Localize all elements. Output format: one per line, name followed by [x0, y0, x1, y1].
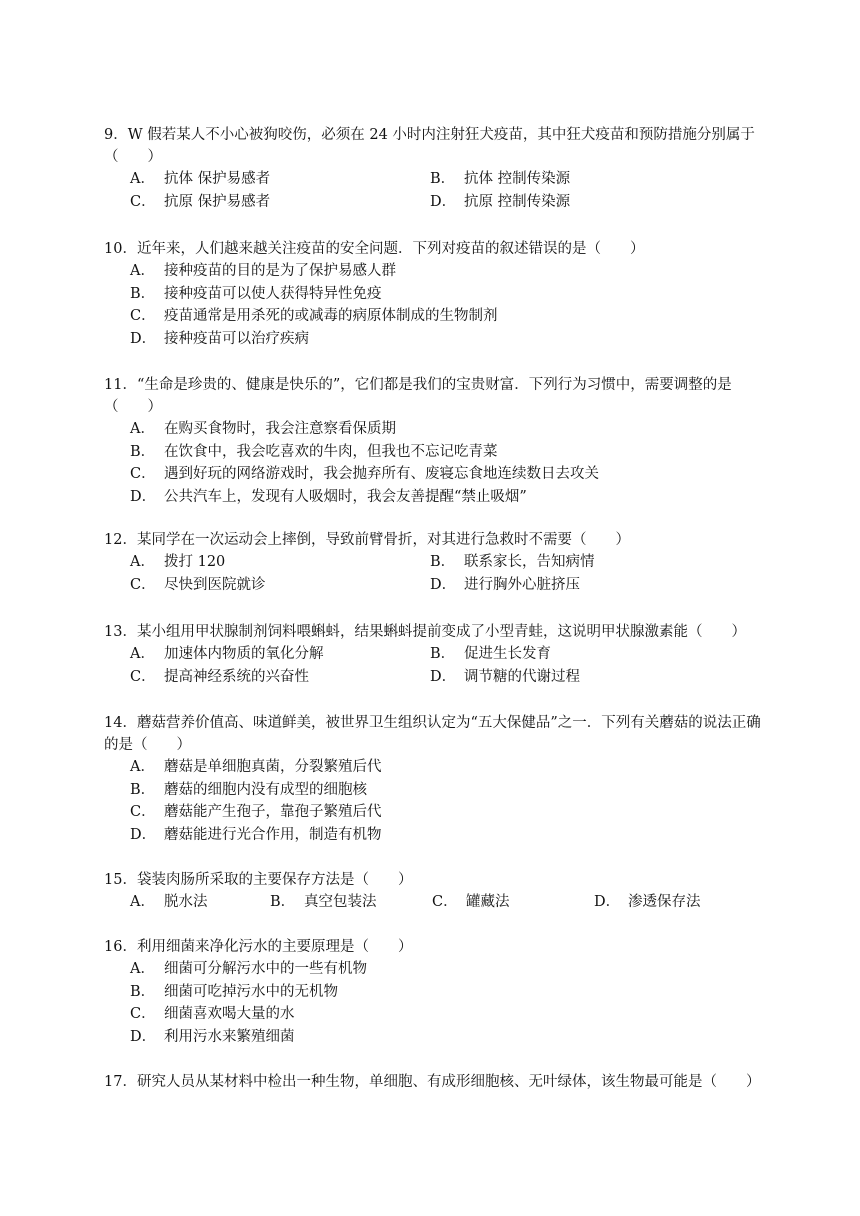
option-d[interactable]: D． 调节糖的代谢过程 — [430, 668, 580, 685]
question-11 — [104, 374, 764, 508]
options — [130, 756, 764, 846]
option-b[interactable]: B． 联系家长，告知病情 — [430, 554, 595, 571]
question-15 — [104, 869, 764, 914]
question-stem: 17．研究人员从某材料中检出一种生物，单细胞、有成形细胞核、无叶绿体，该生物最可能是（ ） — [104, 1074, 761, 1090]
option-d[interactable]: D． 接种疫苗可以治疗疾病 — [130, 330, 309, 347]
option-d[interactable]: D． 公共汽车上，发现有人吸烟时，我会友善提醒“禁止吸烟” — [130, 488, 527, 505]
option-a[interactable]: A． 加速体内物质的氧化分解 — [130, 646, 324, 663]
option-b[interactable]: B． 抗体 控制传染源 — [430, 171, 571, 188]
question-stem: 9．W 假若某人不小心被狗咬伤，必须在 24 小时内注射狂犬疫苗，其中狂犬疫苗和预防措施分别属于（ ） — [104, 127, 755, 165]
question-stem: 15．袋装肉肠所采取的主要保存方法是（ ） — [104, 872, 413, 888]
question-stem: 13．某小组用甲状腺制剂饲料喂蝌蚪，结果蝌蚪提前变成了小型青蛙，这说明甲状腺激素能（ ） — [104, 624, 746, 640]
option-a[interactable]: A． 脱水法 — [130, 894, 208, 911]
option-c[interactable]: C． 遇到好玩的网络游戏时，我会抛弃所有、废寝忘食地连续数日去攻关 — [130, 466, 599, 483]
option-a[interactable]: A． 接种疫苗的目的是为了保护易感人群 — [130, 263, 396, 280]
option-a[interactable]: A． 在购买食物时，我会注意察看保质期 — [130, 421, 396, 438]
option-a[interactable]: A． 细菌可分解污水中的一些有机物 — [130, 961, 367, 978]
question-17 — [104, 1071, 764, 1093]
option-a[interactable]: A． 抗体 保护易感者 — [130, 171, 271, 188]
option-c[interactable]: C． 蘑菇能产生孢子，靠孢子繁殖后代 — [130, 804, 382, 821]
options — [130, 260, 764, 350]
option-c[interactable]: C． 提高神经系统的兴奋性 — [130, 668, 309, 685]
options — [130, 891, 764, 914]
options — [130, 168, 764, 213]
option-d[interactable]: D． 利用污水来繁殖细菌 — [130, 1028, 295, 1045]
option-d[interactable]: D． 蘑菇能进行光合作用，制造有机物 — [130, 826, 382, 843]
option-a[interactable]: A． 拨打 120 — [130, 554, 226, 571]
option-a[interactable]: A． 蘑菇是单细胞真菌，分裂繁殖后代 — [130, 759, 382, 776]
question-10 — [104, 238, 764, 350]
option-d[interactable]: D． 渗透保存法 — [594, 894, 701, 911]
option-c[interactable]: C． 罐藏法 — [432, 894, 510, 911]
question-12 — [104, 529, 764, 596]
question-stem: 16．利用细菌来净化污水的主要原理是（ ） — [104, 939, 413, 955]
options — [130, 958, 764, 1048]
options — [130, 643, 764, 688]
option-b[interactable]: B． 蘑菇的细胞内没有成型的细胞核 — [130, 781, 367, 798]
option-c[interactable]: C． 疫苗通常是用杀死的或减毒的病原体制成的生物制剂 — [130, 308, 498, 325]
question-stem: 12．某同学在一次运动会上摔倒，导致前臂骨折，对其进行急救时不需要（ ） — [104, 532, 630, 548]
options — [130, 418, 764, 508]
option-b[interactable]: B． 在饮食中，我会吃喜欢的牛肉，但我也不忘记吃青菜 — [130, 443, 498, 460]
question-stem: 10．近年来，人们越来越关注疫苗的安全问题．下列对疫苗的叙述错误的是（ ） — [104, 241, 645, 257]
option-b[interactable]: B． 细菌可吃掉污水中的无机物 — [130, 983, 338, 1000]
option-b[interactable]: B． 接种疫苗可以使人获得特异性免疫 — [130, 285, 382, 302]
question-stem: 11．“生命是珍贵的、健康是快乐的”，它们都是我们的宝贵财富．下列行为习惯中，需要调整的是（ ） — [104, 377, 732, 415]
options — [130, 551, 764, 596]
option-b[interactable]: B． 促进生长发育 — [430, 646, 551, 663]
question-14 — [104, 712, 764, 846]
option-b[interactable]: B． 真空包装法 — [270, 894, 377, 911]
option-d[interactable]: D． 抗原 控制传染源 — [430, 193, 571, 210]
option-c[interactable]: C． 细菌喜欢喝大量的水 — [130, 1006, 295, 1023]
question-13 — [104, 621, 764, 688]
question-stem: 14．蘑菇营养价值高、味道鲜美，被世界卫生组织认定为“五大保健品”之一．下列有关蘑菇的说法正确的是（ ） — [104, 715, 761, 753]
question-16 — [104, 936, 764, 1048]
option-c[interactable]: C． 尽快到医院就诊 — [130, 576, 266, 593]
option-c[interactable]: C． 抗原 保护易感者 — [130, 193, 271, 210]
option-d[interactable]: D． 进行胸外心脏挤压 — [430, 576, 580, 593]
question-9 — [104, 124, 764, 213]
